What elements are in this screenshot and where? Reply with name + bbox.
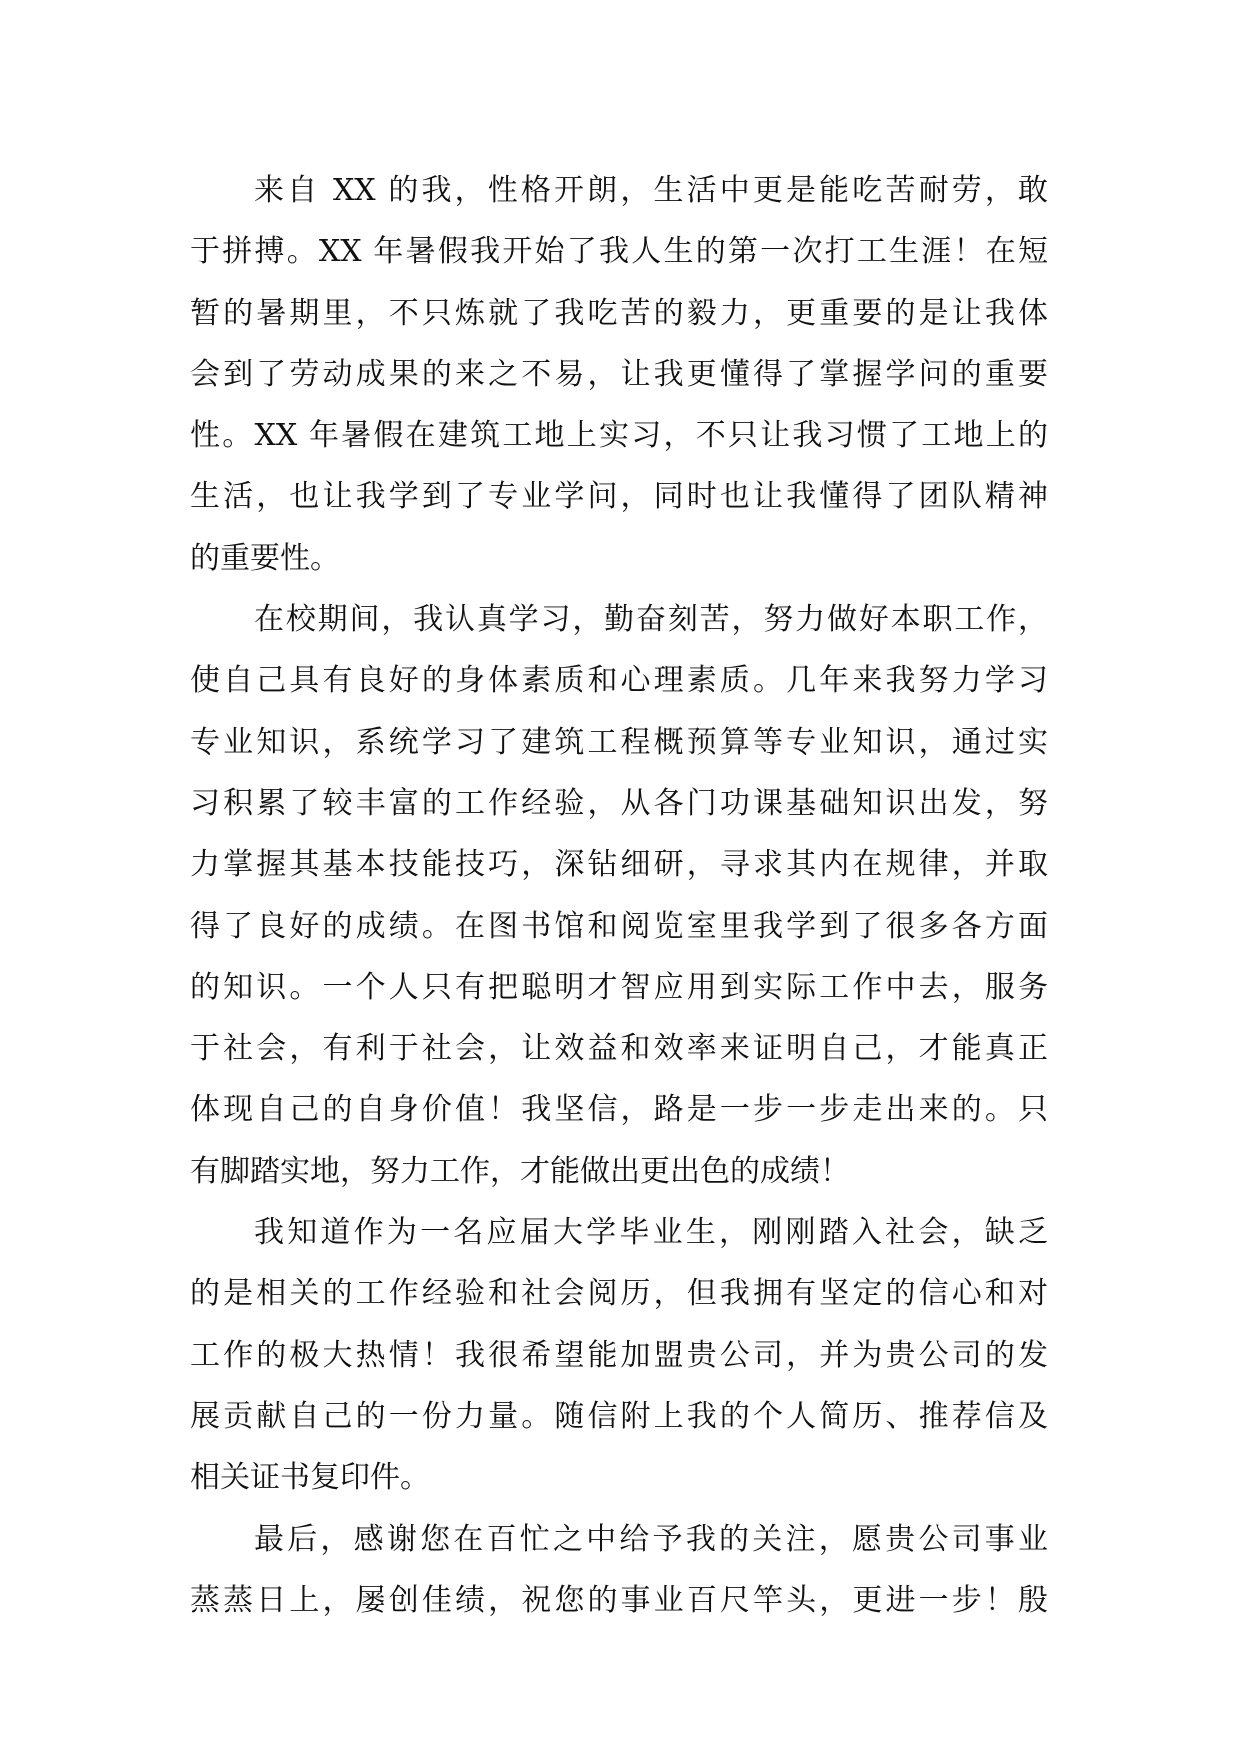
paragraph-2-line-10: 有脚踏实地，努力工作，才能做出更出色的成绩！ (190, 1153, 850, 1189)
paragraph-2-line-6: 得了良好的成绩。在图书馆和阅览室里我学到了很多各方面 (190, 908, 1048, 944)
paragraph-3-line-2: 的是相关的工作经验和社会阅历，但我拥有坚定的信心和对 (190, 1276, 1048, 1312)
paragraph-2-line-7: 的知识。一个人只有把聪明才智应用到实际工作中去，服务 (190, 969, 1048, 1005)
paragraph-1-line-6: 生活，也让我学到了专业学问，同时也让我懂得了团队精神 (190, 479, 1048, 515)
paragraph-1-line-3: 暂的暑期里，不只炼就了我吃苦的毅力，更重要的是让我体 (190, 295, 1048, 331)
paragraph-3-line-3: 工作的极大热情！我很希望能加盟贵公司，并为贵公司的发 (190, 1337, 1048, 1373)
paragraph-2-line-8: 于社会，有利于社会，让效益和效率来证明自己，才能真正 (190, 1031, 1048, 1067)
paragraph-2-line-1: 在校期间，我认真学习，勤奋刻苦，努力做好本职工作， (254, 602, 1048, 638)
paragraph-1-line-1: 来自 XX 的我，性格开朗，生活中更是能吃苦耐劳，敢 (254, 173, 1048, 208)
paragraph-2-line-4: 习积累了较丰富的工作经验，从各门功课基础知识出发，努 (190, 785, 1048, 821)
paragraph-2-line-2: 使自己具有良好的身体素质和心理素质。几年来我努力学习 (190, 663, 1048, 699)
paragraph-1-line-7: 的重要性。 (190, 540, 340, 576)
paragraph-2-line-5: 力掌握其基本技能技巧，深钻细研，寻求其内在规律，并取 (190, 847, 1048, 883)
paragraph-1-line-4: 会到了劳动成果的来之不易，让我更懂得了掌握学问的重要 (190, 356, 1048, 392)
paragraph-2-line-9: 体现自己的自身价值！我坚信，路是一步一步走出来的。只 (190, 1092, 1048, 1128)
paragraph-3-line-5: 相关证书复印件。 (190, 1460, 430, 1496)
paragraph-3-line-1: 我知道作为一名应届大学毕业生，刚刚踏入社会，缺乏 (254, 1215, 1048, 1251)
paragraph-4-line-1: 最后，感谢您在百忙之中给予我的关注，愿贵公司事业 (254, 1521, 1048, 1557)
paragraph-1-line-5: 性。XX 年暑假在建筑工地上实习，不只让我习惯了工地上的 (190, 418, 1048, 454)
paragraph-3-line-4: 展贡献自己的一份力量。随信附上我的个人简历、推荐信及 (190, 1398, 1048, 1434)
paragraph-4-line-2: 蒸蒸日上，屡创佳绩，祝您的事业百尺竿头，更进一步！殷 (190, 1582, 1048, 1618)
paragraph-2-line-3: 专业知识，系统学习了建筑工程概预算等专业知识，通过实 (190, 724, 1048, 760)
letter-body (190, 160, 1048, 1631)
paragraph-1-line-2: 于拼搏。XX 年暑假我开始了我人生的第一次打工生涯！在短 (190, 234, 1048, 270)
